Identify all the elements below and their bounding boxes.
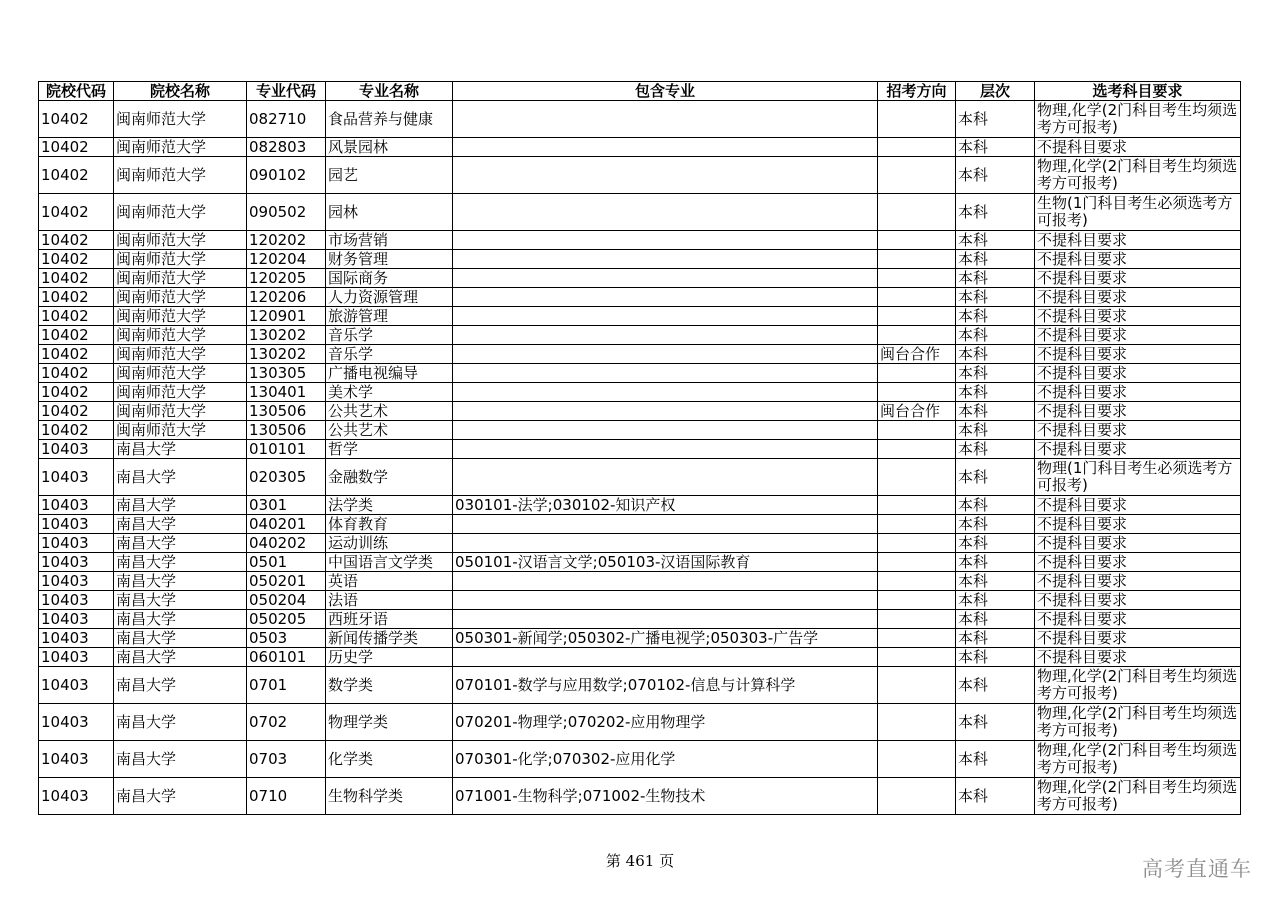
cell-school-name: 南昌大学	[114, 591, 247, 610]
cell-included-majors	[453, 364, 878, 383]
cell-school-name: 南昌大学	[114, 553, 247, 572]
cell-school-name: 闽南师范大学	[114, 383, 247, 402]
table-row	[39, 307, 1241, 326]
cell-level: 本科	[956, 345, 1035, 364]
cell-included-majors	[453, 402, 878, 421]
cell-direction	[878, 440, 956, 459]
cell-school-name: 南昌大学	[114, 629, 247, 648]
cell-included-majors	[453, 157, 878, 194]
cell-school-code: 10402	[39, 383, 114, 402]
cell-school-name: 闽南师范大学	[114, 194, 247, 231]
table-row	[39, 648, 1241, 667]
cell-level: 本科	[956, 194, 1035, 231]
cell-major-code: 0710	[247, 778, 326, 815]
cell-major-name: 英语	[326, 572, 453, 591]
cell-major-name: 风景园林	[326, 138, 453, 157]
cell-school-code: 10403	[39, 629, 114, 648]
cell-level: 本科	[956, 459, 1035, 496]
cell-subject-requirement: 物理,化学(2门科目考生均须选考方可报考)	[1035, 778, 1241, 815]
cell-direction	[878, 515, 956, 534]
cell-direction	[878, 269, 956, 288]
cell-included-majors	[453, 269, 878, 288]
cell-included-majors: 070301-化学;070302-应用化学	[453, 741, 878, 778]
cell-included-majors: 071001-生物科学;071002-生物技术	[453, 778, 878, 815]
cell-subject-requirement: 物理,化学(2门科目考生均须选考方可报考)	[1035, 741, 1241, 778]
table-row	[39, 704, 1241, 741]
cell-major-code: 120206	[247, 288, 326, 307]
cell-major-name: 财务管理	[326, 250, 453, 269]
cell-major-name: 物理学类	[326, 704, 453, 741]
cell-direction	[878, 101, 956, 138]
table-row	[39, 667, 1241, 704]
cell-subject-requirement: 不提科目要求	[1035, 610, 1241, 629]
cell-subject-requirement: 生物(1门科目考生必须选考方可报考)	[1035, 194, 1241, 231]
cell-school-code: 10402	[39, 326, 114, 345]
table-row	[39, 250, 1241, 269]
cell-level: 本科	[956, 648, 1035, 667]
cell-major-code: 120202	[247, 231, 326, 250]
cell-major-code: 0503	[247, 629, 326, 648]
cell-level: 本科	[956, 496, 1035, 515]
cell-major-code: 130305	[247, 364, 326, 383]
cell-major-name: 历史学	[326, 648, 453, 667]
table-body	[39, 101, 1241, 815]
cell-school-code: 10402	[39, 288, 114, 307]
cell-school-code: 10403	[39, 440, 114, 459]
cell-school-name: 南昌大学	[114, 459, 247, 496]
table-row	[39, 534, 1241, 553]
cell-level: 本科	[956, 421, 1035, 440]
cell-subject-requirement: 不提科目要求	[1035, 534, 1241, 553]
cell-direction: 闽台合作	[878, 402, 956, 421]
cell-major-name: 园林	[326, 194, 453, 231]
cell-included-majors	[453, 534, 878, 553]
cell-major-code: 020305	[247, 459, 326, 496]
cell-level: 本科	[956, 667, 1035, 704]
cell-subject-requirement: 不提科目要求	[1035, 553, 1241, 572]
cell-school-name: 南昌大学	[114, 440, 247, 459]
table-row	[39, 591, 1241, 610]
cell-school-name: 闽南师范大学	[114, 402, 247, 421]
cell-direction	[878, 231, 956, 250]
cell-school-name: 闽南师范大学	[114, 138, 247, 157]
table-row	[39, 288, 1241, 307]
cell-subject-requirement: 不提科目要求	[1035, 440, 1241, 459]
header-level: 层次	[956, 82, 1035, 101]
cell-direction	[878, 157, 956, 194]
cell-included-majors: 030101-法学;030102-知识产权	[453, 496, 878, 515]
cell-direction	[878, 534, 956, 553]
cell-included-majors: 050101-汉语言文学;050103-汉语国际教育	[453, 553, 878, 572]
cell-direction	[878, 307, 956, 326]
cell-school-name: 闽南师范大学	[114, 231, 247, 250]
cell-direction	[878, 138, 956, 157]
cell-major-name: 中国语言文学类	[326, 553, 453, 572]
cell-major-name: 广播电视编导	[326, 364, 453, 383]
cell-school-code: 10402	[39, 194, 114, 231]
table-row	[39, 345, 1241, 364]
cell-included-majors	[453, 459, 878, 496]
cell-major-code: 130506	[247, 402, 326, 421]
cell-major-code: 0702	[247, 704, 326, 741]
table-row	[39, 572, 1241, 591]
cell-major-code: 0301	[247, 496, 326, 515]
cell-major-name: 公共艺术	[326, 421, 453, 440]
cell-subject-requirement: 不提科目要求	[1035, 138, 1241, 157]
cell-major-code: 082710	[247, 101, 326, 138]
cell-subject-requirement: 不提科目要求	[1035, 288, 1241, 307]
cell-school-name: 闽南师范大学	[114, 101, 247, 138]
cell-included-majors	[453, 648, 878, 667]
cell-school-code: 10402	[39, 269, 114, 288]
cell-included-majors: 070201-物理学;070202-应用物理学	[453, 704, 878, 741]
cell-major-name: 金融数学	[326, 459, 453, 496]
cell-subject-requirement: 不提科目要求	[1035, 383, 1241, 402]
cell-school-name: 闽南师范大学	[114, 307, 247, 326]
cell-level: 本科	[956, 326, 1035, 345]
table-row	[39, 383, 1241, 402]
cell-school-name: 南昌大学	[114, 648, 247, 667]
cell-direction	[878, 364, 956, 383]
cell-subject-requirement: 不提科目要求	[1035, 629, 1241, 648]
cell-major-name: 公共艺术	[326, 402, 453, 421]
cell-school-code: 10402	[39, 231, 114, 250]
cell-included-majors	[453, 138, 878, 157]
table-row	[39, 515, 1241, 534]
cell-subject-requirement: 物理,化学(2门科目考生均须选考方可报考)	[1035, 157, 1241, 194]
cell-direction	[878, 572, 956, 591]
header-included-majors: 包含专业	[453, 82, 878, 101]
table-header-row	[39, 82, 1241, 101]
table-row	[39, 610, 1241, 629]
cell-school-name: 南昌大学	[114, 778, 247, 815]
cell-school-code: 10402	[39, 250, 114, 269]
cell-included-majors	[453, 101, 878, 138]
cell-school-code: 10403	[39, 459, 114, 496]
cell-major-name: 运动训练	[326, 534, 453, 553]
cell-major-code: 050205	[247, 610, 326, 629]
table-row	[39, 459, 1241, 496]
cell-level: 本科	[956, 610, 1035, 629]
cell-direction	[878, 553, 956, 572]
cell-direction	[878, 250, 956, 269]
cell-school-code: 10403	[39, 610, 114, 629]
table-row	[39, 553, 1241, 572]
cell-major-code: 130202	[247, 326, 326, 345]
cell-direction	[878, 741, 956, 778]
cell-direction	[878, 383, 956, 402]
table-row	[39, 269, 1241, 288]
cell-included-majors	[453, 383, 878, 402]
cell-school-code: 10403	[39, 648, 114, 667]
cell-level: 本科	[956, 440, 1035, 459]
page-number: 第 461 页	[605, 852, 675, 870]
table-row	[39, 326, 1241, 345]
cell-major-name: 新闻传播学类	[326, 629, 453, 648]
cell-major-name: 音乐学	[326, 326, 453, 345]
table-row	[39, 231, 1241, 250]
cell-direction	[878, 421, 956, 440]
header-subject-requirement: 选考科目要求	[1035, 82, 1241, 101]
cell-major-code: 060101	[247, 648, 326, 667]
cell-included-majors	[453, 610, 878, 629]
table-row	[39, 157, 1241, 194]
cell-major-name: 音乐学	[326, 345, 453, 364]
cell-school-name: 闽南师范大学	[114, 250, 247, 269]
cell-direction	[878, 459, 956, 496]
cell-school-code: 10402	[39, 138, 114, 157]
cell-subject-requirement: 不提科目要求	[1035, 250, 1241, 269]
cell-major-name: 生物科学类	[326, 778, 453, 815]
cell-level: 本科	[956, 157, 1035, 194]
cell-major-name: 食品营养与健康	[326, 101, 453, 138]
cell-subject-requirement: 物理,化学(2门科目考生均须选考方可报考)	[1035, 667, 1241, 704]
cell-level: 本科	[956, 250, 1035, 269]
watermark-logo: 高考直通车	[1142, 857, 1252, 881]
cell-included-majors	[453, 515, 878, 534]
cell-school-name: 闽南师范大学	[114, 288, 247, 307]
cell-school-code: 10403	[39, 572, 114, 591]
cell-subject-requirement: 不提科目要求	[1035, 572, 1241, 591]
cell-included-majors	[453, 194, 878, 231]
cell-major-name: 园艺	[326, 157, 453, 194]
table-row	[39, 440, 1241, 459]
cell-direction: 闽台合作	[878, 345, 956, 364]
cell-direction	[878, 326, 956, 345]
cell-school-name: 闽南师范大学	[114, 269, 247, 288]
cell-major-name: 哲学	[326, 440, 453, 459]
cell-major-name: 法语	[326, 591, 453, 610]
cell-school-name: 闽南师范大学	[114, 326, 247, 345]
table-row	[39, 741, 1241, 778]
table-row	[39, 364, 1241, 383]
header-major-code: 专业代码	[247, 82, 326, 101]
cell-school-name: 南昌大学	[114, 515, 247, 534]
cell-major-code: 082803	[247, 138, 326, 157]
cell-included-majors	[453, 421, 878, 440]
cell-direction	[878, 704, 956, 741]
cell-subject-requirement: 不提科目要求	[1035, 402, 1241, 421]
cell-level: 本科	[956, 383, 1035, 402]
cell-school-code: 10403	[39, 667, 114, 704]
cell-school-code: 10402	[39, 421, 114, 440]
admission-requirements-table	[38, 81, 1241, 815]
cell-major-code: 040202	[247, 534, 326, 553]
cell-school-code: 10403	[39, 741, 114, 778]
cell-school-name: 南昌大学	[114, 741, 247, 778]
cell-major-code: 130401	[247, 383, 326, 402]
cell-school-name: 南昌大学	[114, 610, 247, 629]
cell-direction	[878, 667, 956, 704]
cell-level: 本科	[956, 307, 1035, 326]
cell-level: 本科	[956, 515, 1035, 534]
cell-level: 本科	[956, 269, 1035, 288]
header-direction: 招考方向	[878, 82, 956, 101]
cell-included-majors	[453, 231, 878, 250]
cell-major-code: 0703	[247, 741, 326, 778]
table-row	[39, 138, 1241, 157]
cell-subject-requirement: 不提科目要求	[1035, 648, 1241, 667]
cell-direction	[878, 288, 956, 307]
cell-school-code: 10403	[39, 553, 114, 572]
cell-included-majors	[453, 345, 878, 364]
cell-level: 本科	[956, 402, 1035, 421]
cell-school-code: 10403	[39, 515, 114, 534]
cell-major-code: 0501	[247, 553, 326, 572]
cell-major-code: 120901	[247, 307, 326, 326]
cell-subject-requirement: 不提科目要求	[1035, 269, 1241, 288]
cell-level: 本科	[956, 553, 1035, 572]
cell-included-majors: 070101-数学与应用数学;070102-信息与计算科学	[453, 667, 878, 704]
cell-direction	[878, 194, 956, 231]
cell-included-majors	[453, 250, 878, 269]
cell-major-code: 050204	[247, 591, 326, 610]
cell-direction	[878, 591, 956, 610]
cell-included-majors	[453, 440, 878, 459]
cell-school-name: 南昌大学	[114, 667, 247, 704]
cell-major-name: 数学类	[326, 667, 453, 704]
cell-major-name: 西班牙语	[326, 610, 453, 629]
cell-level: 本科	[956, 704, 1035, 741]
cell-subject-requirement: 不提科目要求	[1035, 364, 1241, 383]
cell-subject-requirement: 不提科目要求	[1035, 345, 1241, 364]
cell-major-name: 化学类	[326, 741, 453, 778]
cell-subject-requirement: 不提科目要求	[1035, 591, 1241, 610]
cell-level: 本科	[956, 572, 1035, 591]
cell-included-majors: 050301-新闻学;050302-广播电视学;050303-广告学	[453, 629, 878, 648]
cell-school-code: 10403	[39, 778, 114, 815]
cell-level: 本科	[956, 101, 1035, 138]
cell-school-code: 10403	[39, 496, 114, 515]
cell-level: 本科	[956, 629, 1035, 648]
cell-level: 本科	[956, 741, 1035, 778]
cell-school-code: 10402	[39, 402, 114, 421]
cell-direction	[878, 610, 956, 629]
cell-included-majors	[453, 591, 878, 610]
cell-level: 本科	[956, 778, 1035, 815]
header-major-name: 专业名称	[326, 82, 453, 101]
cell-included-majors	[453, 307, 878, 326]
cell-level: 本科	[956, 534, 1035, 553]
cell-major-code: 090502	[247, 194, 326, 231]
cell-included-majors	[453, 326, 878, 345]
cell-subject-requirement: 物理,化学(2门科目考生均须选考方可报考)	[1035, 704, 1241, 741]
cell-school-name: 闽南师范大学	[114, 157, 247, 194]
table-row	[39, 402, 1241, 421]
header-school-name: 院校名称	[114, 82, 247, 101]
cell-major-code: 090102	[247, 157, 326, 194]
cell-school-name: 南昌大学	[114, 496, 247, 515]
table-row	[39, 629, 1241, 648]
cell-major-code: 130506	[247, 421, 326, 440]
cell-subject-requirement: 物理,化学(2门科目考生均须选考方可报考)	[1035, 101, 1241, 138]
cell-level: 本科	[956, 231, 1035, 250]
cell-subject-requirement: 不提科目要求	[1035, 326, 1241, 345]
cell-school-name: 南昌大学	[114, 704, 247, 741]
cell-major-name: 体育教育	[326, 515, 453, 534]
cell-school-name: 南昌大学	[114, 572, 247, 591]
cell-major-code: 040201	[247, 515, 326, 534]
cell-major-code: 050201	[247, 572, 326, 591]
cell-major-name: 国际商务	[326, 269, 453, 288]
cell-school-code: 10403	[39, 534, 114, 553]
cell-major-name: 法学类	[326, 496, 453, 515]
cell-subject-requirement: 不提科目要求	[1035, 515, 1241, 534]
cell-school-code: 10402	[39, 364, 114, 383]
cell-subject-requirement: 不提科目要求	[1035, 231, 1241, 250]
cell-direction	[878, 496, 956, 515]
cell-subject-requirement: 物理(1门科目考生必须选考方可报考)	[1035, 459, 1241, 496]
cell-subject-requirement: 不提科目要求	[1035, 307, 1241, 326]
cell-major-code: 130202	[247, 345, 326, 364]
table-row	[39, 421, 1241, 440]
cell-major-name: 市场营销	[326, 231, 453, 250]
cell-school-name: 南昌大学	[114, 534, 247, 553]
header-school-code: 院校代码	[39, 82, 114, 101]
cell-major-code: 120205	[247, 269, 326, 288]
table-row	[39, 778, 1241, 815]
cell-school-code: 10402	[39, 101, 114, 138]
table-row	[39, 496, 1241, 515]
cell-school-name: 闽南师范大学	[114, 345, 247, 364]
cell-major-code: 0701	[247, 667, 326, 704]
cell-level: 本科	[956, 364, 1035, 383]
cell-major-code: 010101	[247, 440, 326, 459]
cell-level: 本科	[956, 138, 1035, 157]
cell-school-code: 10402	[39, 307, 114, 326]
cell-direction	[878, 629, 956, 648]
cell-level: 本科	[956, 591, 1035, 610]
cell-included-majors	[453, 288, 878, 307]
cell-school-code: 10403	[39, 704, 114, 741]
cell-subject-requirement: 不提科目要求	[1035, 496, 1241, 515]
cell-direction	[878, 778, 956, 815]
cell-subject-requirement: 不提科目要求	[1035, 421, 1241, 440]
cell-major-name: 人力资源管理	[326, 288, 453, 307]
cell-direction	[878, 648, 956, 667]
cell-school-name: 闽南师范大学	[114, 364, 247, 383]
cell-included-majors	[453, 572, 878, 591]
cell-major-code: 120204	[247, 250, 326, 269]
table-row	[39, 101, 1241, 138]
cell-major-name: 美术学	[326, 383, 453, 402]
cell-level: 本科	[956, 288, 1035, 307]
cell-school-code: 10403	[39, 591, 114, 610]
cell-school-code: 10402	[39, 157, 114, 194]
table-row	[39, 194, 1241, 231]
cell-school-name: 闽南师范大学	[114, 421, 247, 440]
cell-school-code: 10402	[39, 345, 114, 364]
cell-major-name: 旅游管理	[326, 307, 453, 326]
